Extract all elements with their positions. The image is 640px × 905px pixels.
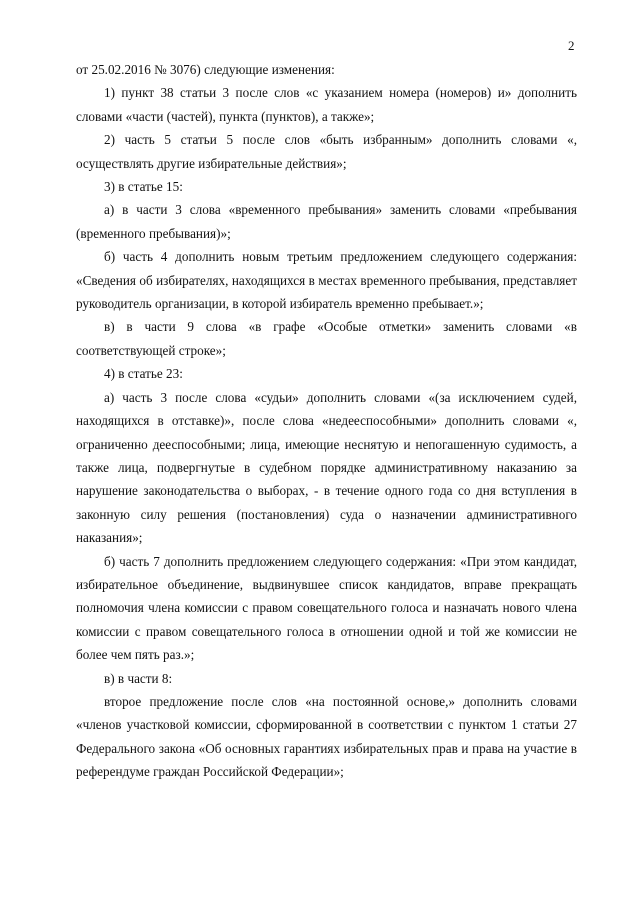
paragraph-item-3v: в) в части 9 слова «в графе «Особые отметки» заменить словами «в соответствующей строке»; — [76, 319, 577, 358]
paragraph-item-4v: в) в части 8: — [104, 670, 173, 686]
paragraph-item-4v-text: второе предложение после слов «на постоянной основе,» дополнить словами «членов участковой комиссии, сформированной в соответствии с пунктом 1 статьи 27 Федерального закона «Об основных гарантиях избирательных прав и права на участие в референдуме граждан Российской Федерации»; — [76, 693, 577, 780]
paragraph-item-3: 3) в статье 15: — [104, 179, 183, 195]
paragraph-item-3b: б) часть 4 дополнить новым третьим предложением следующего содержания: «Сведения об избирателях, находящихся в местах временного пребывания, представляет руководитель организации, в которой избиратель временно пребывает.»; — [76, 249, 577, 312]
paragraph-intro: от 25.02.2016 № 3076) следующие изменения: — [76, 62, 335, 77]
document-body — [76, 58, 577, 784]
page-number: 2 — [568, 38, 575, 53]
paragraph-item-1: 1) пункт 38 статьи 3 после слов «с указанием номера (номеров) и» дополнить словами «части (частей), пункта (пунктов), а также»; — [76, 85, 577, 124]
paragraph-item-4b: б) часть 7 дополнить предложением следующего содержания: «При этом кандидат, избирательное объединение, выдвинувшее список кандидатов, вправе прекращать полномочия члена комиссии с правом совещательного голоса и назначать нового члена комиссии с правом совещательного голоса в отношении одной и той же комиссии не более чем пять раз.»; — [76, 553, 577, 663]
paragraph-item-4: 4) в статье 23: — [104, 366, 183, 382]
paragraph-item-4a: а) часть 3 после слова «судьи» дополнить словами «(за исключением судей, находящихся в отставке)», после слова «недееспособными» дополнить словами «, ограниченно дееспособными; лица, имеющие неснятую и непогашенную судимость, а также лица, подвергнутые в судебном порядке административному наказанию за нарушение законодательства о выборах, - в течение одного года со дня вступления в законную силу решения (постановления) суда о назначении административного наказания»; — [76, 389, 577, 546]
paragraph-item-3a: а) в части 3 слова «временного пребывания» заменить словами «пребывания (временного пребывания)»; — [76, 202, 577, 241]
paragraph-item-2: 2) часть 5 статьи 5 после слов «быть избранным» дополнить словами «, осуществлять другие избирательные действия»; — [76, 132, 577, 171]
